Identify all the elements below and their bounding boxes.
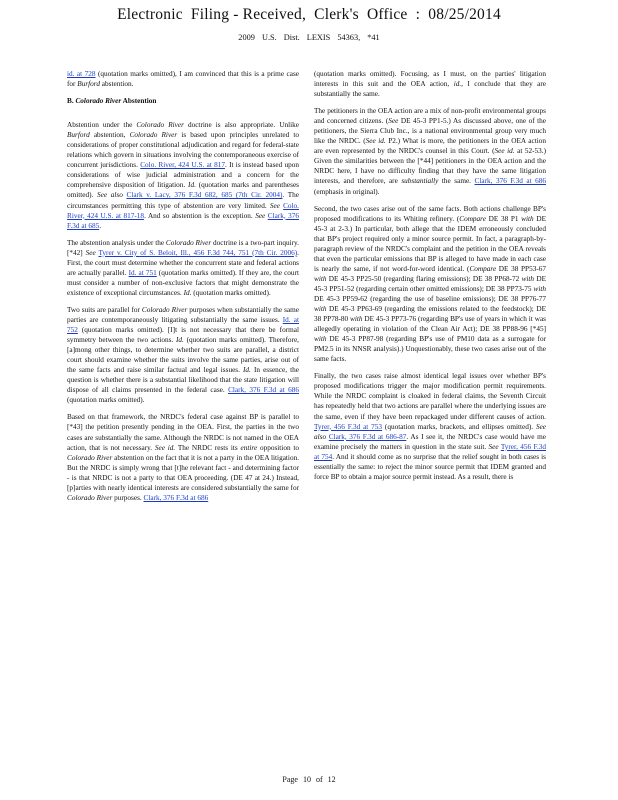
paragraph: id. at 728 (quotation marks omitted), I am convinced that this is a prime case for Burford abstention. xyxy=(67,70,299,89)
page-number: Page 10 of 12 xyxy=(282,775,336,784)
lexis-citation: 2009 U.S. Dist. LEXIS 54363, *41 xyxy=(238,33,380,42)
case-citation-link[interactable]: Clark, 376 F.3d at 686 xyxy=(228,386,299,395)
case-citation-link[interactable]: Clark, 376 F.3d at 686-87 xyxy=(328,432,407,441)
case-citation-link[interactable]: Clark, 376 F.3d at 686 xyxy=(143,493,209,502)
case-citation-link[interactable]: Tyrer, 456 F.3d at 754 xyxy=(314,442,547,461)
paragraph: The petitioners in the OEA action are a mix of non-profit environmental groups and concerned citizens. (See DE 45-3 PP1-5.) As discussed above, one of the petitioners, the Sierra Club Inc., is a national environmental group very much like the NRDC. (See id. P2.) What is more, the petitioners in the OEA action are even represented by the NRDC's counsel in this Court. (See id. at 52-53.) Given the similarities between the [*44] petitioners in the OEA action and the NRDC here, I have no difficulty finding that they have the same litigation interests, and therefore, are substantially the same. Clark, 376 F.3d at 686 (emphasis in original). xyxy=(314,107,547,196)
paragraph: Two suits are parallel for Colorado River purposes when substantially the same parties are contemporaneously litigating substantially the same issues. Id. at 752 (quotation marks omitted). [I]t is not necessary that there be formal symmetry between the two actions. Id. (quotation marks omitted). Therefore, [a]mong other things, to determine whether two suits are parallel, a district court should examine whether the suits involve the same parties, arise out of the same facts and raise similar factual and legal issues. Id. In essence, the question is whether there is a substantial likelihood that the state litigation will dispose of all claims presented in the federal case. Clark, 376 F.3d at 686 (quotation marks omitted). xyxy=(67,305,299,405)
paragraph: The abstention analysis under the Colorado River doctrine is a two-part inquiry. [*42] See Tyrer v. City of S. Beloit, Ill., 456 F.3d 744, 751 (7th Cir. 2006). First, the court must determine whether the concurrent state and federal actions are actually parallel. Id. at 751 (quotation marks omitted). If they are, the court must consider a number of non-exclusive factors that might demonstrate the existence of exceptional circumstances. Id. (quotation marks omitted). xyxy=(67,238,299,297)
paragraph: Second, the two cases arise out of the same facts. Both actions challenge BP's proposed modifications to its Whiting refinery. (Compare DE 38 P1 with DE 45-3 at 2-3.) In particular, both allege that the IDEM erroneously concluded that BP's project required only a minor source permit. In fact, a paragraph-by-paragraph review of the NRDC's complaint and the petition in the OEA reveals that even the particular emissions that BP is alleged to have made in each case is nearly the same, if not word-for-word identical. (Compare DE 38 PP53-67 with DE 45-3 PP25-50 (regarding flaring emissions); DE 38 PP68-72 with DE 45-3 PP51-52 (regarding certain other omitted emissions); DE 38 PP73-75 with DE 45-3 PP59-62 (regarding the use of baseline emissions); DE 38 PP76-77 with DE 45-3 PP63-69 (regarding the emissions related to the feedstock); DE 38 PP78-80 with DE 45-3 PP73-76 (regarding BP's use of years in which it was allegedly operating in violation of the Clean Air Act); DE 38 PP88-96 [*45] with DE 45-3 PP87-98 (regarding BP's use of PM10 data as a surrogate for PM2.5 in its NNSR analysis).) Unquestionably, these two cases arise out of the same facts. xyxy=(314,204,546,364)
case-citation-link[interactable]: Id. at 752 xyxy=(67,315,299,335)
right-column xyxy=(314,69,546,489)
case-citation-link[interactable]: Clark, 376 F.3d at 685 xyxy=(67,211,300,230)
case-citation-link[interactable]: Clark v. Lacy, 376 F.3d 682, 685 (7th Cir. 2004) xyxy=(126,191,283,200)
case-citation-link[interactable]: Tyrer, 456 F.3d at 753 xyxy=(314,422,383,431)
paragraph: Finally, the two cases raise almost identical legal issues over whether BP's proposed modifications trigger the major modification permit requirements. While the NRDC complaint is cloaked in federal claims, the Seventh Circuit has repeatedly held that two actions are parallel where the underlying issues are the same, even if they have been repackaged under different causes of action. Tyrer, 456 F.3d at 753 (quotation marks, brackets, and ellipses omitted). See also Clark, 376 F.3d at 686-87. As I see it, the NRDC's case would have me examine precisely the matters in question in the state suit. See Tyrer, 456 F.3d at 754. And it should come as no surprise that the relief sought in both cases is essentially the same: to reject the minor source permit that IDEM granted and force BP to obtain a major source permit instead. As a result, there is xyxy=(314,372,547,481)
paragraph: Abstention under the Colorado River doctrine is also appropriate. Unlike Burford abstention, Colorado River is based upon principles unrelated to considerations of proper constitutional adjudication and regard for federal-state relations which govern in situations involving the contemporaneous exercise of concurrent jurisdictions. Colo. River, 424 U.S. at 817. It is instead based upon considerations of wise judicial administration and a concern for the comprehensive disposition of litigation. Id. (quotation marks and parentheses omitted). See also Clark v. Lacy, 376 F.3d 682, 685 (7th Cir. 2004). The circumstances permitting this type of abstention are very limited. See Colo. River, 424 U.S. at 817-18. And so abstention is the exception. See Clark, 376 F.3d at 685. xyxy=(67,121,300,230)
case-citation-link[interactable]: Colo. River, 424 U.S. at 817 xyxy=(140,161,226,170)
left-column xyxy=(67,69,299,510)
case-citation-link[interactable]: Id. at 751 xyxy=(128,268,157,277)
case-citation-link[interactable]: id. at 728 xyxy=(67,70,96,78)
case-citation-link[interactable]: Clark, 376 F.3d at 686 xyxy=(474,177,546,186)
case-citation-link[interactable]: Colo. River, 424 U.S. at 817-18 xyxy=(67,201,299,220)
case-citation-link[interactable]: Tyrer v. City of S. Beloit, Ill., 456 F.3d 744, 751 (7th Cir. 2006) xyxy=(98,248,298,257)
paragraph: Based on that framework, the NRDC's federal case against BP is parallel to [*43] the petition presently pending in the OEA. First, the parties in the two cases are substantially the same. Although the NRDC is not named in the OEA action, that is not necessary. See id. The NRDC rests its entire opposition to Colorado River abstention on the fact that it is not a party in the OEA litigation. But the NRDC is simply wrong that [t]he relevant fact - and determining factor - is that NRDC is not a party to that OEA proceeding. (DE 47 at 24.) Instead, [p]arties with nearly identical interests are considered substantially the same for Colorado River purposes. Clark, 376 F.3d at 686 xyxy=(67,413,300,502)
filing-stamp: Electronic Filing - Received, Clerk's Office : 08/25/2014 xyxy=(117,6,501,23)
paragraph: (quotation marks omitted). Focusing, as I must, on the parties' litigation interests in this suit and the OEA action, id., I conclude that they are substantially the same. xyxy=(314,70,546,99)
section-heading: B. Colorado River Abstention xyxy=(67,97,157,106)
